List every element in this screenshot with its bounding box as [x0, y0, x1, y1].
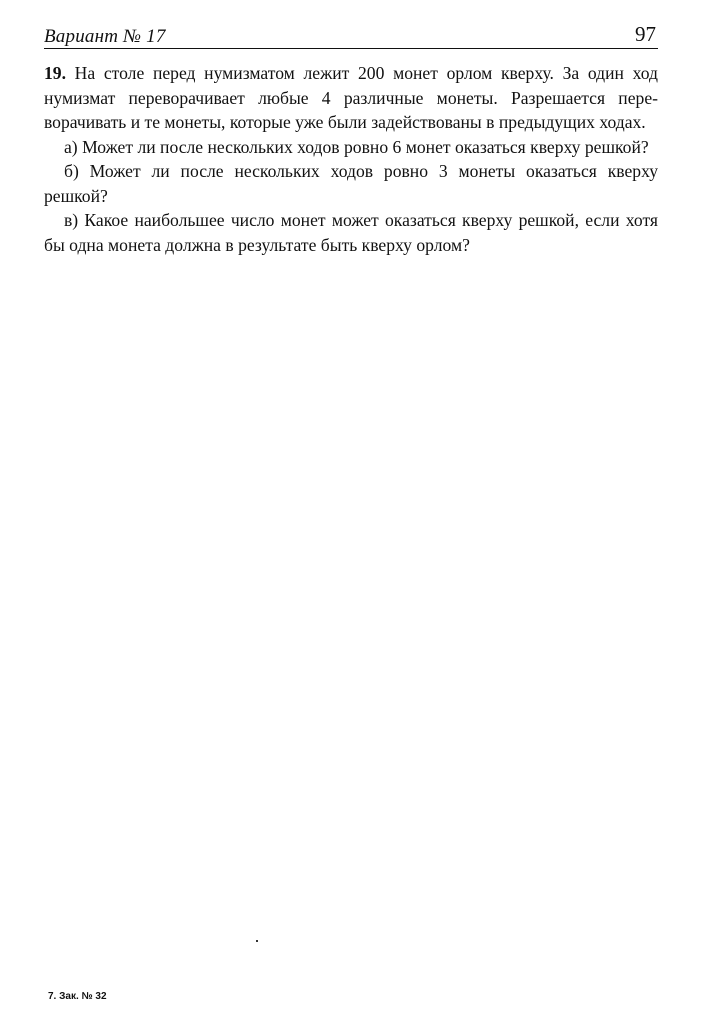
problem-statement: [44, 61, 658, 135]
page-header: [44, 22, 658, 49]
problem-statement-text: На столе перед нумизматом лежит 200 монет орлом кверху. За один ход нумизмат переворачивает любые 4 различные монеты. Разрешается переворачивать и те монеты, которые уже были задействованы в предыдущих ходах.: [44, 63, 658, 132]
running-title: Вариант № 17: [44, 26, 166, 47]
print-speck: [256, 940, 258, 942]
problem-19: [44, 61, 658, 257]
problem-number: 19.: [44, 63, 66, 83]
page-number: 97: [635, 22, 656, 46]
printer-signature-mark: 7. Зак. № 32: [48, 991, 107, 1002]
problem-part-b: б) Может ли после нескольких ходов ровно 3 монеты оказаться кверху решкой?: [44, 161, 658, 206]
problem-part-a: а) Может ли после нескольких ходов ровно 6 монет оказаться кверху решкой?: [64, 136, 649, 157]
problem-part-c: в) Какое наибольшее число монет может оказаться кверху решкой, если хотя бы одна монета должна в результате быть кверху орлом?: [44, 210, 658, 255]
